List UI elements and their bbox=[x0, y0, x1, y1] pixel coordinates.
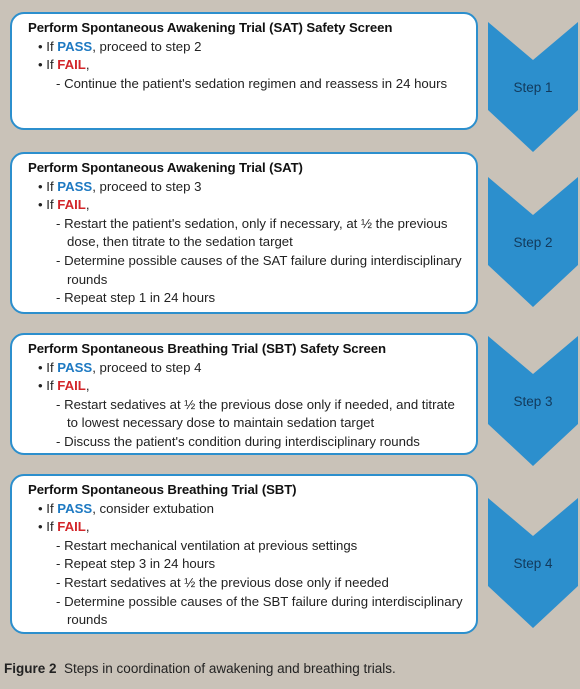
step-1-label: Step 1 bbox=[513, 80, 553, 95]
step-2-title: Perform Spontaneous Awakening Trial (SAT) bbox=[28, 160, 303, 175]
step-4-title: Perform Spontaneous Breathing Trial (SBT) bbox=[28, 482, 297, 497]
step-1-action-1: - Continue the patient's sedation regimen and reassess in 24 hours bbox=[56, 75, 448, 91]
step-3-action-2: - Discuss the patient's condition during interdisciplinary rounds bbox=[56, 433, 420, 449]
step-2-label: Step 2 bbox=[513, 235, 553, 250]
step-1-pass-line: • If PASS, proceed to step 2 bbox=[38, 38, 202, 54]
step-4-pass-line: • If PASS, consider extubation bbox=[38, 500, 214, 516]
step-2-action-2: - Determine possible causes of the SAT failure during interdisciplinary rounds bbox=[56, 252, 462, 287]
step-3-action-1: - Restart sedatives at ½ the previous dose only if needed, and titrate to lowest necessary dose to maintain sedation target bbox=[56, 396, 455, 431]
step-2-action-3: - Repeat step 1 in 24 hours bbox=[56, 290, 216, 306]
step-2-box bbox=[10, 152, 478, 314]
figure-number: Figure 2 bbox=[4, 661, 57, 676]
step-3-fail-line: • If FAIL, bbox=[38, 378, 90, 394]
step-3-title: Perform Spontaneous Breathing Trial (SBT) Safety Screen bbox=[28, 341, 386, 356]
fail-label: FAIL bbox=[57, 378, 86, 394]
figure-caption bbox=[4, 661, 396, 676]
pass-label: PASS bbox=[57, 500, 93, 516]
step-1-box bbox=[10, 12, 478, 130]
step-4-fail-line: • If FAIL, bbox=[38, 519, 90, 535]
step-2-fail-line: • If FAIL, bbox=[38, 197, 90, 213]
step-2-pass-line: • If PASS, proceed to step 3 bbox=[38, 178, 202, 194]
step-2-action-1: - Restart the patient's sedation, only if necessary, at ½ the previous dose, then titrate to the sedation target bbox=[56, 215, 448, 250]
step-3-label: Step 3 bbox=[513, 394, 553, 409]
step-1-fail-line: • If FAIL, bbox=[38, 57, 90, 73]
step-3-chevron bbox=[488, 336, 578, 466]
step-4-box bbox=[10, 474, 478, 634]
step-1-chevron bbox=[488, 22, 578, 152]
pass-label: PASS bbox=[57, 359, 93, 375]
pass-label: PASS bbox=[57, 178, 93, 194]
step-4-action-2: - Repeat step 3 in 24 hours bbox=[56, 556, 216, 572]
step-4-action-4: - Determine possible causes of the SBT failure during interdisciplinary rounds bbox=[56, 593, 463, 628]
step-4-action-3: - Restart sedatives at ½ the previous dose only if needed bbox=[56, 574, 389, 590]
step-2-chevron bbox=[488, 177, 578, 307]
step-4-chevron bbox=[488, 498, 578, 628]
pass-label: PASS bbox=[57, 38, 93, 54]
step-3-box bbox=[10, 333, 478, 455]
fail-label: FAIL bbox=[57, 57, 86, 73]
step-4-label: Step 4 bbox=[513, 556, 553, 571]
fail-label: FAIL bbox=[57, 519, 86, 535]
figure-caption-text: Steps in coordination of awakening and breathing trials. bbox=[64, 661, 396, 676]
step-3-pass-line: • If PASS, proceed to step 4 bbox=[38, 359, 202, 375]
fail-label: FAIL bbox=[57, 197, 86, 213]
step-4-action-1: - Restart mechanical ventilation at previous settings bbox=[56, 537, 358, 553]
step-1-title: Perform Spontaneous Awakening Trial (SAT) Safety Screen bbox=[28, 20, 393, 35]
